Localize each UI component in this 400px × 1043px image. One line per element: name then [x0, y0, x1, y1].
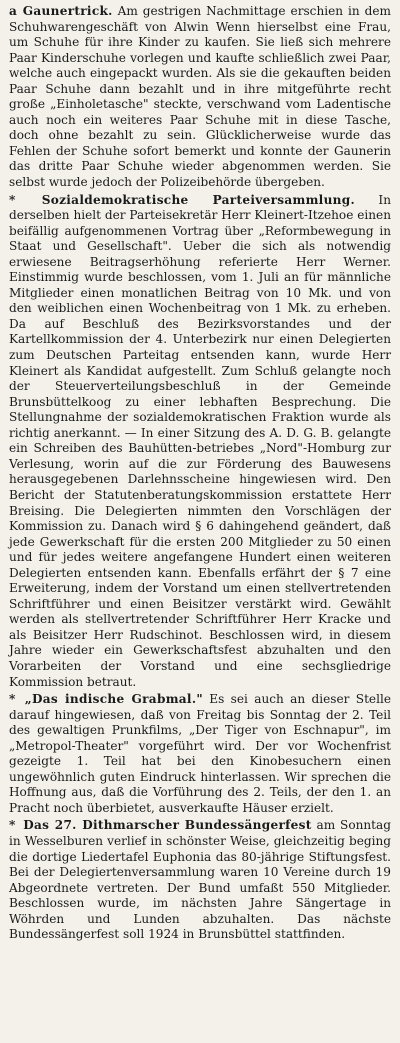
article-parteiversammlung — [9, 193, 391, 691]
article-paragraph — [9, 692, 391, 816]
article-paragraph — [9, 4, 391, 191]
article-paragraph — [9, 818, 391, 942]
article-headline: Sozialdemokratische Parteiversammlung. — [41, 192, 356, 207]
article-saengerfest — [9, 818, 391, 942]
bullet-marker: * — [9, 192, 16, 207]
article-body: In derselben hielt der Parteisekretär Herr Kleinert-Itzehoe einen beifällig aufgenommenen Vortrag über „Reformbewegung in Staat und Gesellschaft". Ueber die sich als notwendig erwiesene Beitragserhöhung referierte Herr Werner. Einstimmig wurde beschlossen, vom 1. Juli an für männliche Mitglieder einen monatlichen Beitrag von 10 Mk. und von den weiblichen einen Wochenbeitrag von 1 Mk. zu erheben. Da auf Beschluß des Bezirksvorstandes und der Kartellkommission der 4. Unterbezirk nur einen Delegierten zum Deutschen Parteitag entsenden kann, wurde Herr Kleinert als Kandidat aufgestellt. Zum Schluß gelangte noch der Steuerverteilungsbeschluß in der Gemeinde Brunsbüttelkoog zu einer lebhaften Besprechung. Die Stellungnahme der sozialdemokratischen Fraktion wurde als richtig anerkannt. — In einer Sitzung des A. D. G. B. gelangte ein Schreiben des Bauhütten-betriebes „Nord"-Homburg zur Verlesung, worin auf die zur Förderung des Bauwesens herausgegebenen Darlehnsscheine hingewiesen wird. Den Bericht der Statutenberatungskommission erstattete Herr Breising. Die Delegierten nimmten den Vorschlägen der Kommission zu. Danach wird § 6 dahingehend geändert, daß jede Gewerkschaft für die ersten 200 Mitglieder zu 50 einen und für jedes weitere angefangene Hundert einen weiteren Delegierten entsenden kann. Ebenfalls erfährt der § 7 eine Erweiterung, indem der Vorstand um einen stellvertretenden Schriftführer und einen Beisitzer verstärkt wird. Gewählt werden als stellvertretender Schriftführer Herr Kracke und als Beisitzer Herr Rudschinot. Beschlossen wird, in diesem Jahre wieder ein Gewerkschaftsfest abzuhalten und den Vorarbeiten der Vorstand und eine sechsgliedrige Kommission betraut. — [9, 192, 391, 689]
article-headline: Das 27. Dithmarscher Bundessängerfest — [23, 818, 312, 833]
article-body: Es sei auch an dieser Stelle darauf hingewiesen, daß von Freitag bis Sonntag der 2. Teil des gewaltigen Prunkfilms, „Der Tiger von Eschnapur", im „Metropol-Theater" vorgeführt wird. Der vor Wochenfrist gezeigte 1. Teil hat bei den Kinobesuchern einen ungewöhnlich guten Eindruck hinterlassen. Wir sprechen die Hoffnung aus, daß die Vorführung des 2. Teils, der den 1. an Pracht noch überbietet, ausverkaufte Häuser erzielt. — [9, 692, 391, 815]
article-headline: a Gaunertrick. — [9, 4, 113, 18]
bullet-marker: * — [9, 692, 16, 707]
article-headline: „Das indische Grabmal." — [24, 692, 203, 707]
article-paragraph — [9, 193, 391, 691]
article-body: Am gestrigen Nachmittage erschien in dem Schuhwarengeschäft von Alwin Wenn hierselbst eine Frau, um Schuhe für ihre Kinder zu kaufen. Sie ließ sich mehrere Paar Kinderschuhe vorlegen und kaufte schließlich zwei Paar, welche auch eingepackt wurden. Als sie die gekauften beiden Paar Schuhe dann bezahlt und in ihre mitgeführte recht große „Einholetasche" steckte, verschwand vom Ladentische auch noch ein weiteres Paar Schuhe mit in diese Tasche, doch ohne bezahlt zu sein. Glücklicherweise wurde das Fehlen der Schuhe sofort bemerkt und konnte der Gaunerin das dritte Paar Schuhe wieder abgenommen werden. Sie selbst wurde jedoch der Polizeibehörde übergeben. — [9, 4, 391, 190]
article-grabmal — [9, 692, 391, 816]
article-body: am Sonntag in Wesselburen verlief in schönster Weise, gleichzeitig beging die dortige Liedertafel Euphonia das 80-jährige Stiftungsfest. Bei der Delegiertenversammlung waren 10 Vereine durch 19 Abgeordnete vertreten. Der Bund umfaßt 550 Mitglieder. Beschlossen wurde, im nächsten Jahre Sängertage in Wöhrden und Lunden abzuhalten. Das nächste Bundessängerfest soll 1924 in Brunsbüttel stattfinden. — [9, 818, 391, 942]
article-gaunertrick — [9, 4, 391, 191]
bullet-marker: * — [9, 818, 16, 833]
